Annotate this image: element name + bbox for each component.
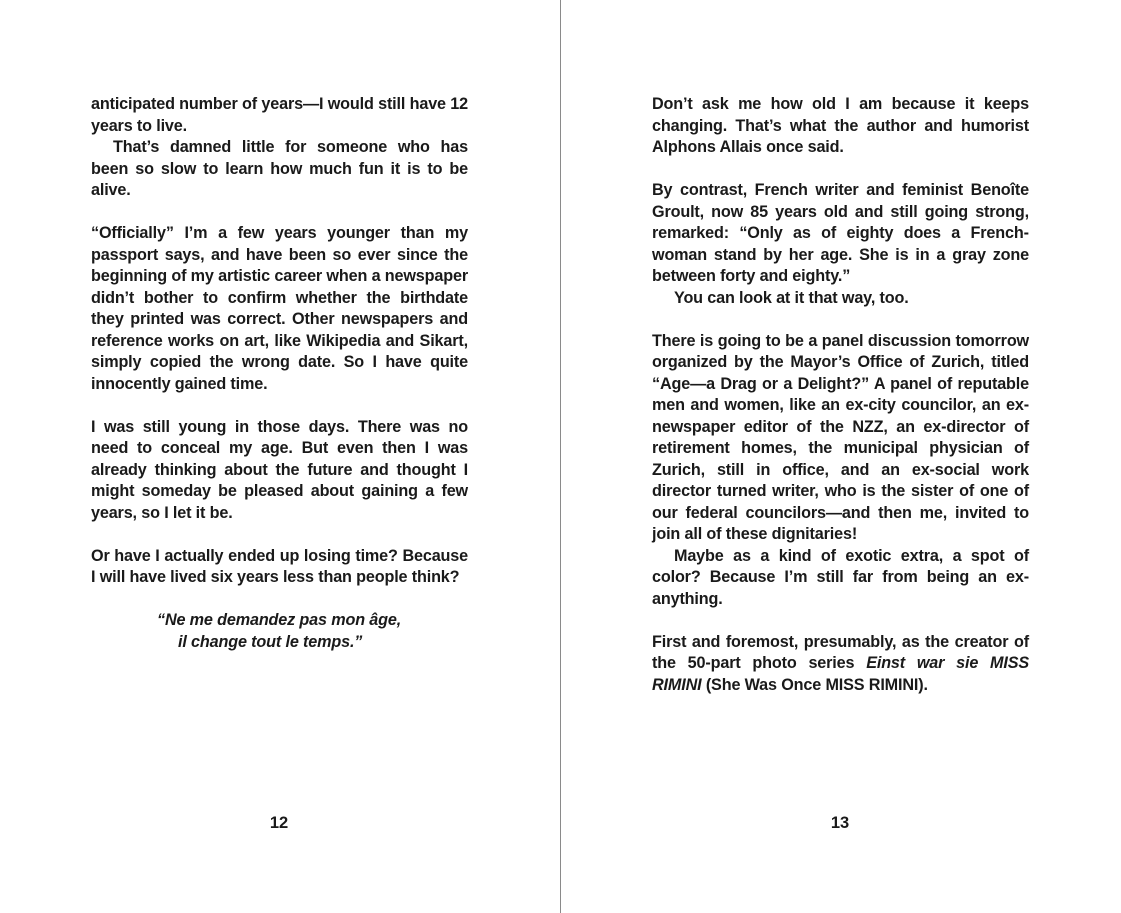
quote-line: il change tout le temps.” [178, 632, 363, 651]
paragraph [652, 632, 1029, 697]
page-number: 12 [269, 814, 289, 832]
paragraph: You can look at it that way, too. [674, 288, 909, 307]
paragraph: Don’t ask me how old I am because it keeps changing. That’s what the author and humorist Alphons Allais once said. [652, 95, 1029, 156]
right-page-text [652, 94, 1029, 696]
paragraph-text: First and foremost, presumably, as the creator of the 50-part photo series [652, 632, 1029, 672]
paragraph-text: (She Was Once MISS RIMINI). [701, 675, 928, 694]
paragraph: I was still young in those days. There was no need to conceal my age. But even then I was already thinking about the future and thought I might someday be pleased about gaining a few years, so I let it be. [91, 417, 468, 522]
right-page [561, 0, 1121, 913]
epigraph-quote [91, 610, 468, 653]
left-page [0, 0, 560, 913]
page-number: 13 [830, 814, 850, 832]
quote-line: “Ne me demandez pas mon âge, [157, 611, 402, 629]
paragraph: By contrast, French writer and feminist Benoîte Groult, now 85 years old and still going strong, remarked: “Only as of eighty does a Frenchwoman stand by her age. She is in a gray zone between forty and eighty.” [652, 181, 1029, 285]
paragraph: “Officially” I’m a few years younger than my passport says, and have been so ever since the beginning of my artistic career when a newspaper didn’t bother to confirm whether the birthdate they printed was correct. Other newspapers and reference works on art, like Wikipedia and Sikart, simply copied the wrong date. So I have quite innocently gained time. [91, 224, 468, 393]
paragraph: anticipated number of years—I would still have 12 years to live. [91, 95, 468, 135]
left-page-text [91, 94, 468, 653]
paragraph: Or have I actually ended up losing time? Because I will have lived six years less than people think? [91, 546, 468, 586]
paragraph: That’s damned little for someone who has been so slow to learn how much fun it is to be alive. [91, 138, 468, 199]
italic-title: Einst war sie MISS RIMINI [652, 654, 1030, 694]
paragraph: Maybe as a kind of exotic extra, a spot of color? Because I’m still far from being an ex-anything. [652, 546, 1029, 608]
paragraph: There is going to be a panel discussion tomorrow organized by the Mayor’s Office of Zurich, titled “Age—a Drag or a Delight?” A panel of reputable men and women, like an ex-city councilor, an ex-newspaper editor of the NZZ, an ex-director of retirement homes, the municipal physician of Zurich, still in office, and an ex-social work director turned writer, who is the sister of one of our federal councilors—and then me, invited to join all of these dignitaries! [652, 331, 1029, 543]
